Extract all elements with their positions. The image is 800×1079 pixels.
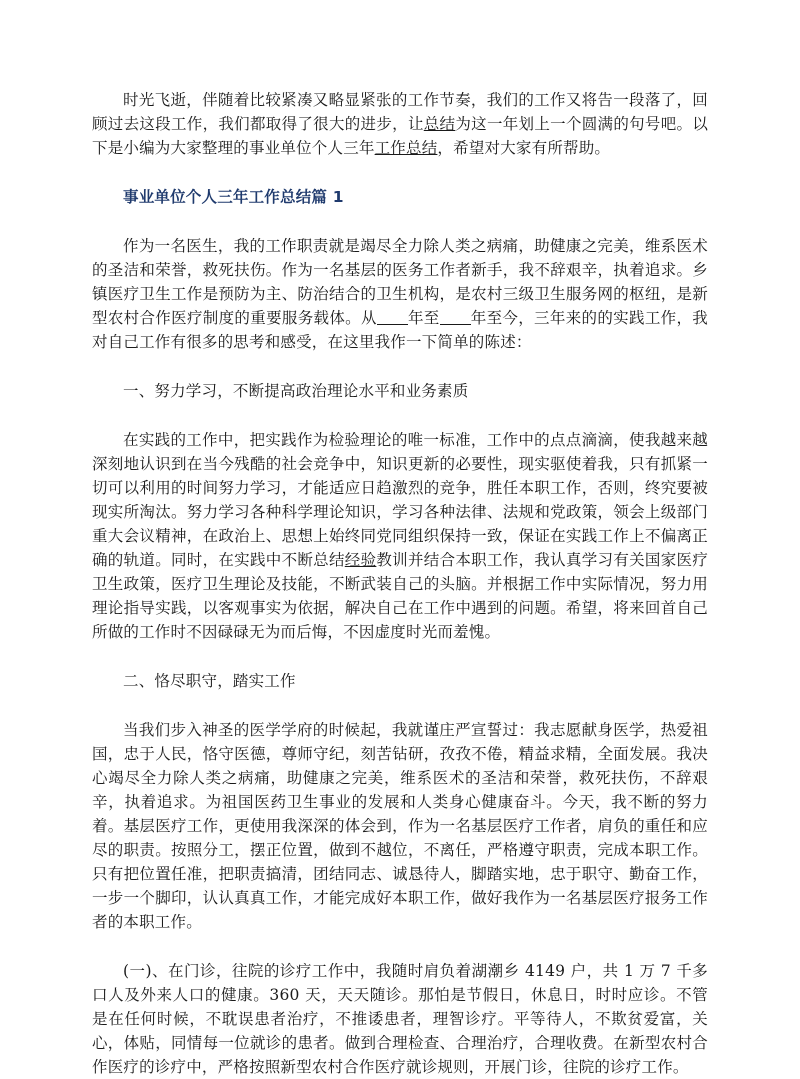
paragraph-2 (92, 428, 708, 644)
year-blank-1 (377, 309, 408, 326)
para1-text-1: 作为一名医生，我的工作职责就是竭尽全力除人类之病痛，助健康之完美，维系医术的圣洁和荣誉，救死扶伤。作为一名基层的医务工作者新手，我不辞艰辛，执着追求。乡镇医疗卫生工作是预防为主、防治结合的卫生机构，是农村三级卫生服务网的枢纽，是新型农村合作医疗制度的重要服务载体。从 (92, 237, 708, 327)
intro-text-3: ，希望对大家有所帮助。 (437, 139, 611, 157)
paragraph-3: 当我们步入神圣的医学学府的时候起，我就谨庄严宣誓过：我志愿献身医学，热爱祖国，忠于人民，恪守医德，尊师守纪，刻苦钻研，孜孜不倦，精益求精，全面发展。我决心竭尽全力除人类之病痛，助健康之完美，维系医术的圣洁和荣誉，救死扶伤，不辞艰辛，执着追求。为祖国医药卫生事业的发展和人类身心健康奋斗。今天，我不断的努力着。基层医疗工作，更使用我深深的体会到，作为一名基层医疗工作者，肩负的重任和应尽的职责。按照分工，摆正位置，做到不越位，不离任，严格遵守职责，完成本职工作。只有把位置任准，把职责搞清，团结同志、诚恳待人，脚踏实地，忠于职守、勤奋工作，一步一个脚印，认认真真工作，才能完成好本职工作，做好我作为一名基层医疗报务工作者的本职工作。 (92, 721, 708, 931)
paragraph-1 (92, 234, 708, 354)
summary-link[interactable]: 总结 (423, 115, 456, 133)
experience-link[interactable]: 经验 (344, 551, 377, 569)
para2-text-1: 在实践的工作中，把实践作为检验理论的唯一标准，工作中的点点滴滴，使我越来越深刻地认识到在当今残酷的社会竞争中，知识更新的必要性，现实驱使着我，只有抓紧一切可以利用的时间努力学习，才能适应日趋激烈的竞争，胜任本职工作，否则，终究要被现实所淘汰。努力学习各种科学理论知识，学习各种法律、法规和党政策，领会上级部门重大会议精神，在政治上、思想上始终同党同组织保持一致，保证在实践工作上不偏离正确的轨道。同时，在实践中不断总结 (92, 431, 708, 569)
intro-text-2: 为这一年划上一个圆满的句号吧。以下是小编为大家整理的事业单位个人三年 (92, 115, 709, 157)
para2-text-2: 教训并结合本职工作，我认真学习有关国家医疗卫生政策，医疗卫生理论及技能，不断武装自己的头脑。并根据工作中实际情况，努力用理论指导实践，以客观事实为依据，解决自己在工作中遇到的问题。希望，将来回首自己所做的工作时不因碌碌无为而后悔，不因虚度时光而羞愧。 (92, 551, 709, 641)
section-title: 事业单位个人三年工作总结篇 1 (123, 188, 344, 206)
heading-2: 二、恪尽职守，踏实工作 (123, 672, 296, 690)
intro-paragraph (92, 88, 708, 160)
para1-text-2: 年至 (407, 309, 440, 327)
para1-text-3: 年至今，三年来的的实践工作，我对自己工作有很多的思考和感受，在这里我作一下简单的陈述： (92, 309, 708, 351)
paragraph-4: (一)、在门诊，往院的诊疗工作中，我随时肩负着湖潮乡 4149 户，共 1 万 7 千多口人及外来人口的健康。360 天，天天随诊。那怕是节假日，休息日，时时应诊。不管是在任何时候，不耽误患者治疗，不推诿患者，理智诊疗。平等待人，不欺贫爱富，关心，体贴，同情每一位就诊的患者。做到合理检查、合理治疗，合理收费。在新型农村合作医疗的诊疗中，严格按照新型农村合作医疗就诊规则，开展门诊，往院的诊疗工作。 (92, 962, 708, 1076)
year-blank-2 (440, 309, 471, 326)
intro-text-1: 时光飞逝，伴随着比较紧凑又略显紧张的工作节奏，我们的工作又将告一段落了，回顾过去这段工作，我们都取得了很大的进步，让 (92, 91, 708, 133)
heading-1: 一、努力学习，不断提高政治理论水平和业务素质 (123, 382, 469, 400)
work-summary-link[interactable]: 工作总结 (374, 139, 438, 157)
